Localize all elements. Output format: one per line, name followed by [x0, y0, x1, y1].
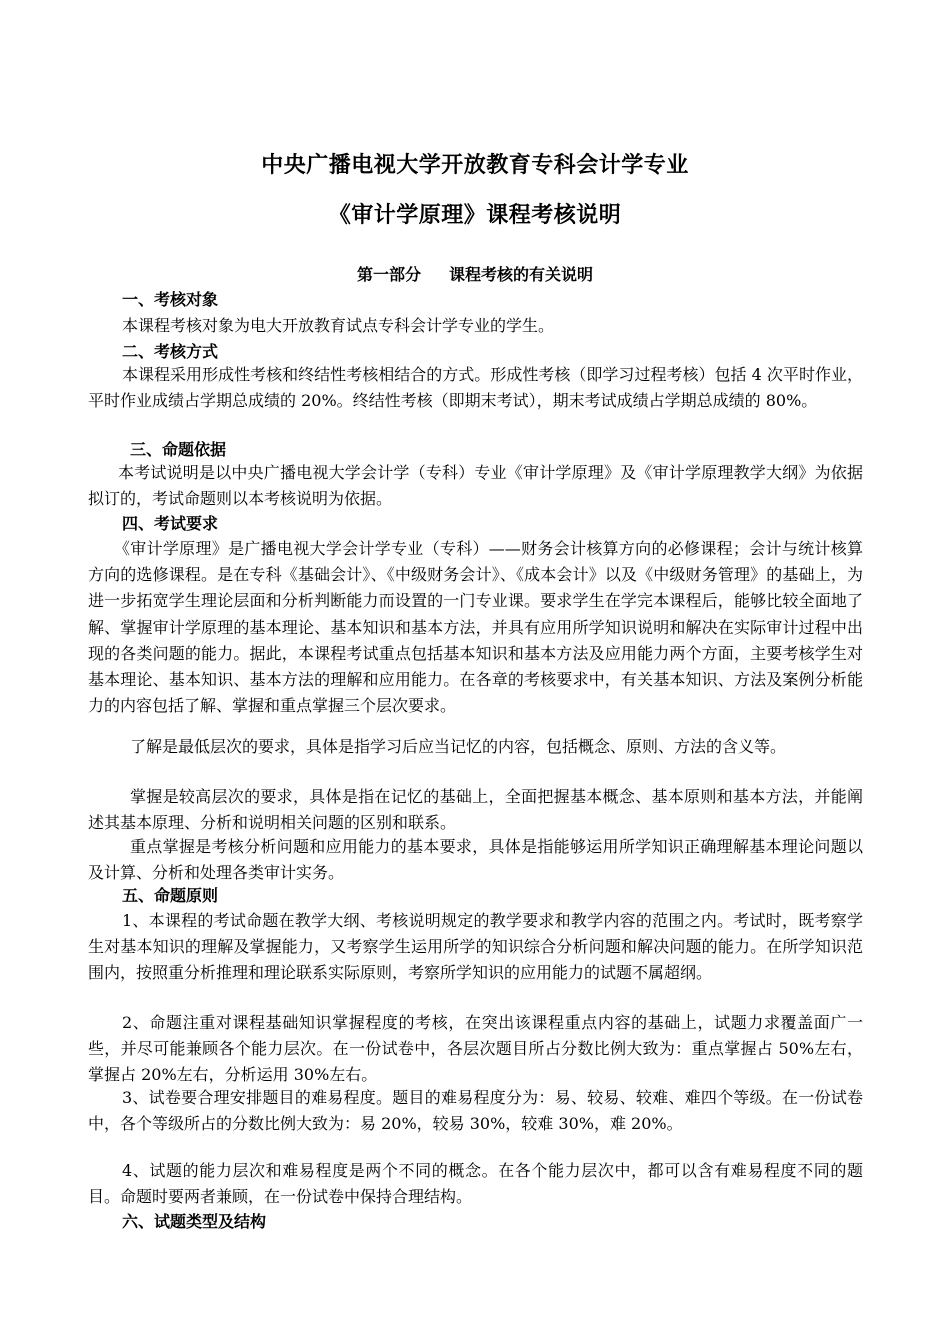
section-heading-basis: 三、命题依据	[130, 440, 227, 459]
paragraph: 2、命题注重对课程基础知识掌握程度的考核，在突出该课程重点内容的基础上，试题力求覆盖面广一些，并尽可能兼顾各个能力层次。在一份试卷中，各层次题目所占分数比例大致为：重点掌握占 50%左右，掌握占 20%左右，分析运用 30%左右。	[88, 1013, 863, 1085]
part-label: 第一部分	[356, 265, 421, 284]
paragraph: 《审计学原理》是广播电视大学会计学专业（专科）——财务会计核算方向的必修课程；会计与统计核算方向的选修课程。是在专科《基础会计》、《中级财务会计》、《成本会计》以及《中级财务管理》的基础上，为进一步拓宽学生理论层面和分析判断能力而设置的一门专业课。要求学生在学完本课程后，能够比较全面地了解、掌握审计学原理的基本理论、基本知识和基本方法，并具有应用所学知识说明和解决在实际审计过程中出现的各类问题的能力。据此，本课程考试重点包括基本知识和基本方法及应用能力两个方面，主要考核学生对基本理论、基本知识、基本方法的理解和应用能力。在各章的考核要求中，有关基本知识、方法及案例分析能力的内容包括了解、掌握和重点掌握三个层次要求。	[88, 539, 863, 716]
paragraph: 3、试卷要合理安排题目的难易程度。题目的难易程度分为：易、较易、较难、难四个等级。在一份试卷中，各个等级所占的分数比例大致为：易 20%，较易 30%，较难 30%，难 20%。	[88, 1088, 863, 1134]
paragraph: 4、试题的能力层次和难易程度是两个不同的概念。在各个能力层次中，都可以含有难易程度不同的题目。命题时要两者兼顾，在一份试卷中保持合理结构。	[88, 1161, 863, 1207]
paragraph: 了解是最低层次的要求，具体是指学习后应当记忆的内容，包括概念、原则、方法的含义等。	[130, 737, 787, 756]
part-heading: 课程考核的有关说明	[449, 265, 594, 284]
document-title-line1: 中央广播电视大学开放教育专科会计学专业	[261, 153, 689, 178]
part-title	[0, 262, 950, 285]
paragraph: 本课程考核对象为电大开放教育试点专科会计学专业的学生。	[122, 316, 555, 335]
section-heading-principles: 五、命题原则	[122, 886, 219, 905]
section-heading-question-types: 六、试题类型及结构	[122, 1212, 267, 1231]
paragraph: 重点掌握是考核分析问题和应用能力的基本要求，具体是指能够运用所学知识正确理解基本理论问题以及计算、分析和处理各类审计实务。	[88, 837, 863, 883]
paragraph: 掌握是较高层次的要求，具体是指在记忆的基础上，全面把握基本概念、基本原则和基本方法，并能阐述其基本原理、分析和说明相关问题的区别和联系。	[88, 787, 863, 833]
paragraph: 本课程采用形成性考核和终结性考核相结合的方式。形成性考核（即学习过程考核）包括 4 次平时作业，平时作业成绩占学期总成绩的 20%。终结性考核（即期末考试），期末考试成绩占学期总成绩的 80%。	[88, 365, 863, 411]
document-title-line2: 《审计学原理》课程考核说明	[328, 203, 622, 228]
paragraph: 1、本课程的考试命题在教学大纲、考核说明规定的教学要求和教学内容的范围之内。考试时，既考察学生对基本知识的理解及掌握能力，又考察学生运用所学的知识综合分析问题和解决问题的能力。在所学知识范围内，按照重分析推理和理论联系实际原则，考察所学知识的应用能力的试题不属超纲。	[88, 911, 863, 983]
section-heading-exam-target: 一、考核对象	[122, 290, 219, 309]
section-heading-requirements: 四、考试要求	[122, 514, 219, 533]
section-heading-exam-method: 二、考核方式	[122, 342, 219, 361]
paragraph: 本考试说明是以中央广播电视大学会计学（专科）专业《审计学原理》及《审计学原理教学大纲》为依据拟订的，考试命题则以本考核说明为依据。	[88, 463, 863, 509]
